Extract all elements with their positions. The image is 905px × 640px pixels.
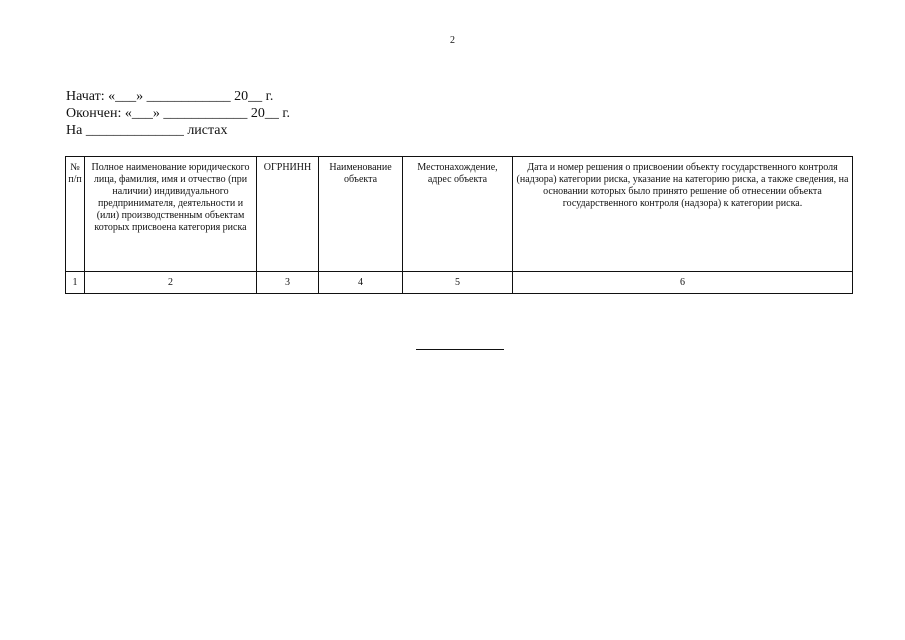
table-header-row (66, 157, 853, 272)
column-number-6: 6 (513, 272, 853, 294)
end-of-document-rule (416, 349, 504, 350)
column-number-row (66, 272, 853, 294)
column-number-2: 2 (85, 272, 257, 294)
column-number-4: 4 (319, 272, 403, 294)
column-number-5: 5 (403, 272, 513, 294)
header-legal-entity-name: Полное наименование юридического лица, фамилия, имя и отчество (при наличии) индивидуального предпринимателя, деятельности и (или) производственным объектам которых присвоена категория риска (85, 157, 257, 272)
page-number: 2 (450, 35, 455, 46)
header-object-address: Местонахождение, адрес объекта (403, 157, 513, 272)
column-number-3: 3 (257, 272, 319, 294)
finished-date-line: Окончен: «___» ____________ 20__ г. (66, 106, 290, 121)
sheets-count-line: На ______________ листах (66, 123, 228, 138)
header-ogrn-inn: ОГРНИНН (257, 157, 319, 272)
column-number-1: 1 (66, 272, 85, 294)
started-date-line: Начат: «___» ____________ 20__ г. (66, 89, 274, 104)
header-object-name: Наименование объекта (319, 157, 403, 272)
register-header (66, 88, 290, 139)
risk-category-register-table (65, 156, 853, 294)
header-row-number: № п/п (66, 157, 85, 272)
header-decision-details: Дата и номер решения о присвоении объекту государственного контроля (надзора) категории риска, указание на категорию риска, а также сведения, на основании которых было принято решение об отнесении объекта государственного контроля (надзора) к категории риска. (513, 157, 853, 272)
